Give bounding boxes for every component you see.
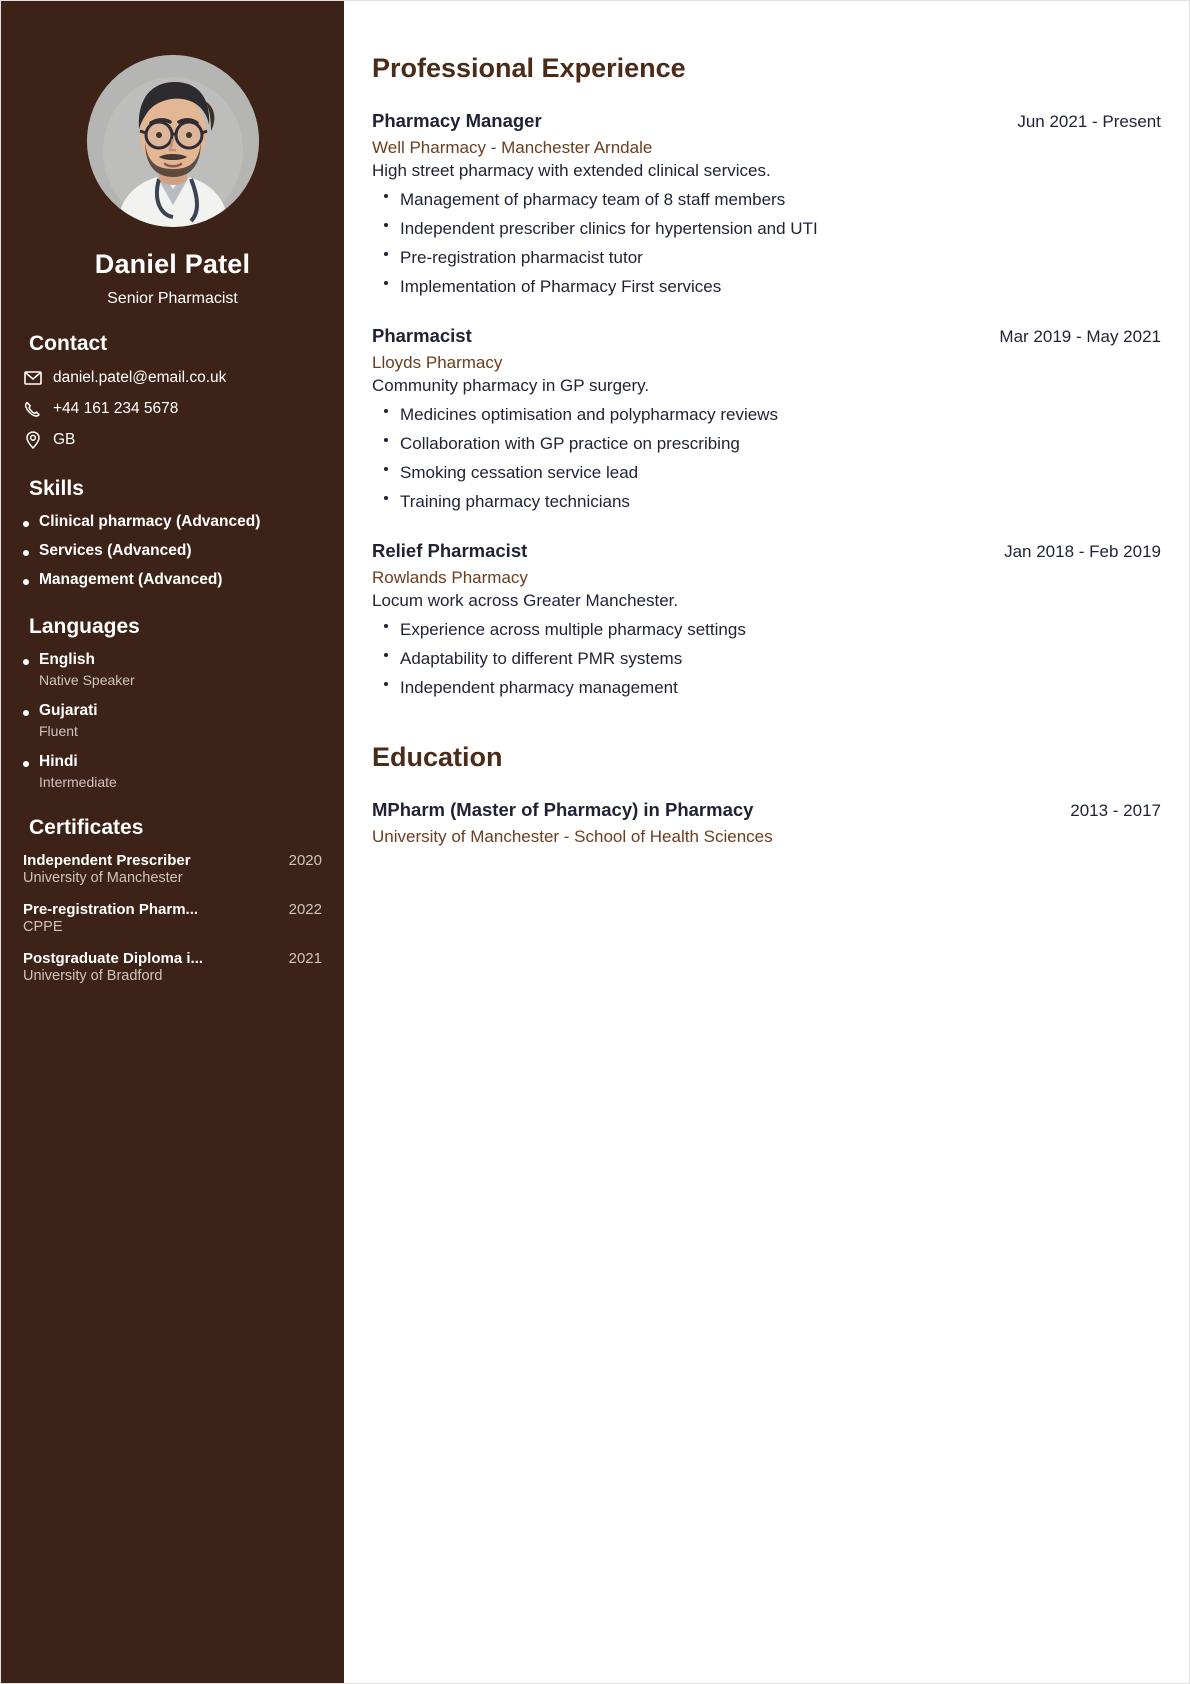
experience-org: Rowlands Pharmacy	[372, 568, 528, 587]
list-item	[23, 651, 322, 688]
task-label: Pre-registration pharmacist tutor	[400, 248, 643, 267]
certificate-name: Independent Prescriber	[23, 851, 191, 869]
task-label: Training pharmacy technicians	[400, 492, 630, 511]
experience-description: High street pharmacy with extended clinical services.	[372, 161, 771, 180]
contact-heading: Contact	[29, 332, 108, 355]
certificate-year: 2021	[288, 949, 322, 967]
bullet-dot-icon	[384, 281, 388, 285]
full-name: Daniel Patel	[94, 249, 251, 279]
experience-entry	[372, 540, 1161, 698]
experience-entry	[372, 325, 1161, 512]
list-item	[372, 219, 1161, 239]
education-school: University of Manchester - School of Health Sciences	[372, 827, 773, 846]
list-item	[23, 950, 322, 984]
contact-email-value: daniel.patel@email.co.uk	[53, 369, 227, 386]
sidebar	[1, 1, 344, 1683]
experience-task-list	[372, 190, 1161, 297]
email-icon	[23, 371, 42, 385]
skills-heading: Skills	[29, 476, 84, 500]
task-label: Smoking cessation service lead	[400, 463, 639, 482]
language-name: Gujarati	[39, 701, 98, 719]
language-level: Fluent	[39, 722, 78, 739]
bullet-dot-icon	[384, 252, 388, 256]
certificate-year: 2020	[288, 851, 322, 869]
skill-label: Management (Advanced)	[39, 570, 223, 588]
avatar-container	[23, 1, 322, 227]
phone-icon	[23, 401, 42, 418]
bullet-dot-icon	[384, 409, 388, 413]
contact-phone[interactable]	[23, 399, 322, 420]
list-item	[372, 405, 1161, 425]
education-degree: MPharm (Master of Pharmacy) in Pharmacy	[372, 799, 754, 820]
certificate-issuer: CPPE	[23, 918, 63, 935]
bullet-dot-icon	[384, 223, 388, 227]
bullet-dot-icon	[23, 761, 29, 767]
bullet-dot-icon	[384, 496, 388, 500]
skill-label: Clinical pharmacy (Advanced)	[39, 512, 261, 530]
list-item	[372, 434, 1161, 454]
list-item	[23, 852, 322, 886]
bullet-dot-icon	[384, 467, 388, 471]
experience-title: Relief Pharmacist	[372, 540, 528, 561]
bullet-dot-icon	[23, 710, 29, 716]
bullet-dot-icon	[384, 624, 388, 628]
experience-title: Pharmacy Manager	[372, 110, 542, 131]
portrait-photo-icon	[87, 55, 259, 227]
certificate-issuer: University of Manchester	[23, 869, 183, 886]
main-content	[344, 1, 1189, 1683]
list-item	[372, 277, 1161, 297]
avatar	[87, 55, 259, 227]
list-item	[372, 190, 1161, 210]
contact-phone-value: +44 161 234 5678	[53, 399, 179, 417]
contact-email[interactable]	[23, 368, 322, 389]
task-label: Medicines optimisation and polypharmacy reviews	[400, 405, 778, 424]
bullet-dot-icon	[23, 659, 29, 665]
experience-date: Jan 2018 - Feb 2019	[1004, 542, 1161, 561]
list-item	[23, 542, 322, 560]
education-entry	[372, 799, 1161, 847]
task-label: Implementation of Pharmacy First services	[400, 277, 722, 296]
education-date: 2013 - 2017	[1070, 801, 1161, 820]
language-name: Hindi	[39, 752, 78, 770]
list-item	[23, 571, 322, 589]
experience-date: Jun 2021 - Present	[1017, 112, 1161, 131]
task-label: Management of pharmacy team of 8 staff members	[400, 190, 786, 209]
certificate-name: Pre-registration Pharm...	[23, 900, 199, 918]
education-heading: Education	[372, 742, 503, 772]
list-item	[372, 492, 1161, 512]
list-item	[372, 248, 1161, 268]
experience-title: Pharmacist	[372, 325, 472, 346]
experience-description: Community pharmacy in GP surgery.	[372, 376, 650, 395]
list-item	[23, 702, 322, 739]
bullet-dot-icon	[384, 682, 388, 686]
certificate-name: Postgraduate Diploma i...	[23, 949, 204, 967]
languages-list	[23, 651, 322, 790]
list-item	[23, 513, 322, 531]
experience-task-list	[372, 405, 1161, 512]
task-label: Independent pharmacy management	[400, 678, 678, 697]
language-name: English	[39, 650, 95, 668]
list-item	[23, 753, 322, 790]
list-item	[372, 620, 1161, 640]
certificate-issuer: University of Bradford	[23, 967, 163, 984]
bullet-dot-icon	[384, 438, 388, 442]
list-item	[372, 649, 1161, 669]
job-title: Senior Pharmacist	[107, 290, 238, 307]
experience-heading: Professional Experience	[372, 53, 686, 83]
contact-location[interactable]	[23, 430, 322, 451]
bullet-dot-icon	[384, 653, 388, 657]
list-item	[372, 678, 1161, 698]
experience-date: Mar 2019 - May 2021	[999, 327, 1161, 346]
skill-label: Services (Advanced)	[39, 541, 192, 559]
certificates-list	[23, 852, 322, 984]
language-level: Intermediate	[39, 773, 117, 790]
experience-org: Well Pharmacy - Manchester Arndale	[372, 138, 653, 157]
certificates-heading: Certificates	[29, 815, 144, 839]
contact-location-value: GB	[53, 430, 76, 448]
bullet-dot-icon	[23, 550, 29, 556]
task-label: Experience across multiple pharmacy settings	[400, 620, 746, 639]
bullet-dot-icon	[23, 579, 29, 585]
task-label: Adaptability to different PMR systems	[400, 649, 683, 668]
list-item	[372, 463, 1161, 483]
languages-heading: Languages	[29, 614, 140, 638]
bullet-dot-icon	[384, 194, 388, 198]
experience-entry	[372, 110, 1161, 297]
task-label: Collaboration with GP practice on prescribing	[400, 434, 740, 453]
experience-description: Locum work across Greater Manchester.	[372, 591, 679, 610]
task-label: Independent prescriber clinics for hypertension and UTI	[400, 219, 818, 238]
skills-list	[23, 513, 322, 589]
certificate-year: 2022	[288, 900, 322, 918]
language-level: Native Speaker	[39, 671, 135, 688]
experience-task-list	[372, 620, 1161, 698]
experience-org: Lloyds Pharmacy	[372, 353, 503, 372]
list-item	[23, 901, 322, 935]
bullet-dot-icon	[23, 521, 29, 527]
location-pin-icon	[23, 431, 42, 449]
